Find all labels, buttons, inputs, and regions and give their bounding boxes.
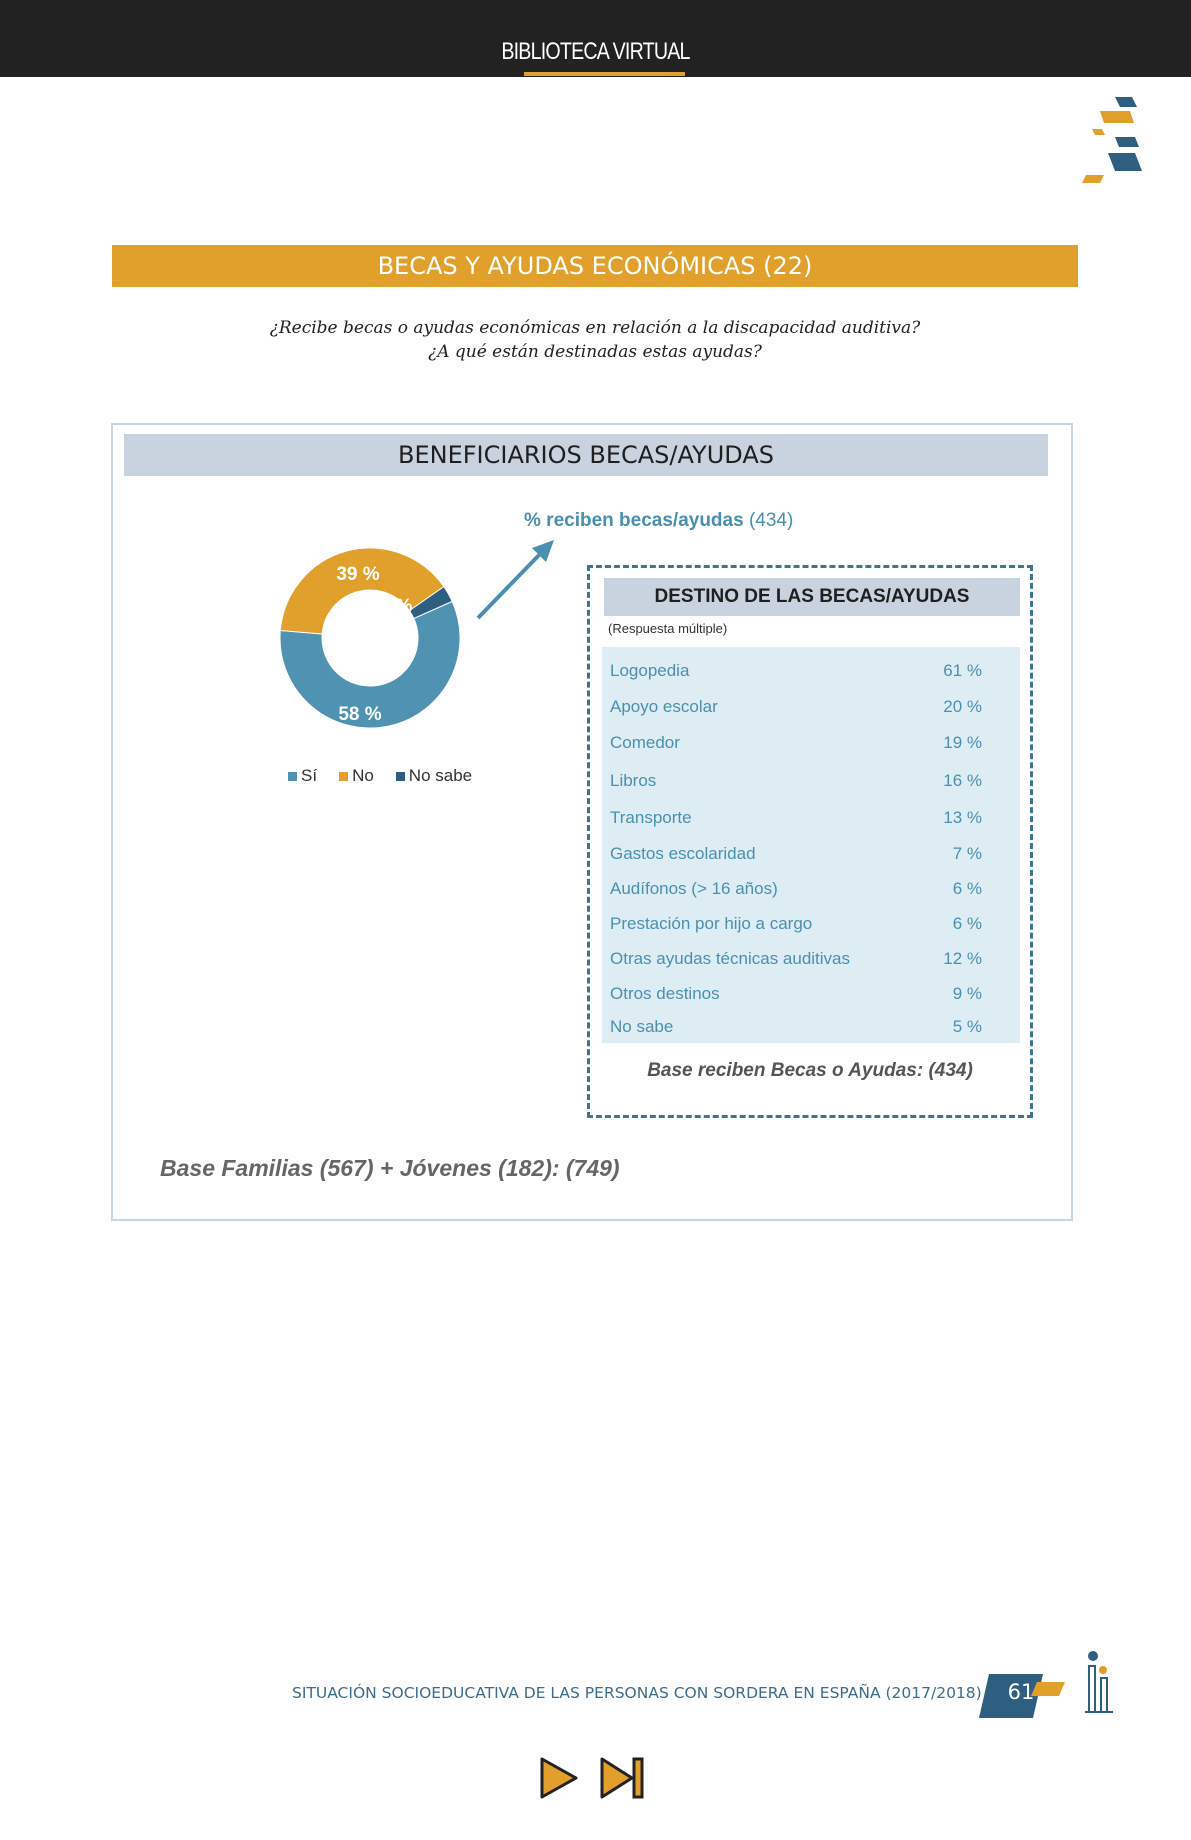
- row-label: Prestación por hijo a cargo: [610, 914, 813, 933]
- legend-label: No: [352, 766, 374, 785]
- row-label: Transporte: [610, 808, 692, 827]
- chart-legend: [288, 766, 472, 786]
- panel-base-text: Base Familias (567) + Jóvenes (182): (749): [160, 1155, 620, 1181]
- pie-label-s-: 58 %: [338, 704, 382, 725]
- receive-label-text: % reciben becas/ayudas: [524, 510, 744, 531]
- table-row: [602, 875, 1020, 905]
- skip-to-end-icon[interactable]: [598, 1755, 646, 1801]
- row-label: Audífonos (> 16 años): [610, 879, 778, 898]
- row-value: 6 %: [952, 879, 982, 898]
- arrow-icon: [470, 530, 570, 630]
- row-value: 19 %: [943, 733, 982, 752]
- table-row: [602, 693, 1020, 723]
- row-value: 5 %: [952, 1017, 982, 1036]
- legend-swatch: [396, 772, 405, 781]
- table-row: [602, 657, 1020, 687]
- row-label: Libros: [610, 771, 657, 790]
- question-line-1: ¿Recibe becas o ayudas económicas en relación a la discapacidad auditiva?: [269, 318, 921, 338]
- row-value: 61 %: [943, 661, 982, 680]
- library-title: BIBLIOTECA VIRTUAL: [501, 38, 690, 65]
- legend-label: No sabe: [408, 766, 473, 785]
- destino-table: [602, 647, 1020, 1043]
- row-label: Gastos escolaridad: [610, 844, 756, 863]
- legend-swatch: [339, 772, 348, 781]
- row-label: Otros destinos: [610, 984, 720, 1003]
- receive-count: (434): [748, 510, 794, 531]
- row-value: 6 %: [952, 914, 982, 933]
- legend-item: [396, 766, 472, 786]
- row-label: Otras ayudas técnicas auditivas: [610, 949, 851, 968]
- panel-title: BENEFICIARIOS BECAS/AYUDAS: [124, 434, 1048, 476]
- title-underline: [524, 72, 685, 76]
- table-row: [602, 910, 1020, 940]
- destino-base: Base reciben Becas o Ayudas: (434): [647, 1060, 973, 1081]
- row-value: 9 %: [952, 984, 982, 1003]
- table-row: [602, 980, 1020, 1010]
- row-label: No sabe: [610, 1017, 674, 1036]
- legend-swatch: [288, 772, 297, 781]
- legend-item: [339, 766, 374, 786]
- row-value: 12 %: [943, 949, 982, 968]
- person-icon: [1083, 1650, 1115, 1714]
- question-line-2: ¿A qué están destinadas estas ayudas?: [428, 342, 762, 362]
- legend-item: [288, 766, 317, 786]
- pie-label-no: 39 %: [336, 564, 380, 585]
- row-label: Comedor: [610, 733, 680, 752]
- row-label: Logopedia: [610, 661, 690, 680]
- section-banner: BECAS Y AYUDAS ECONÓMICAS (22): [112, 245, 1078, 287]
- footer-text: SITUACIÓN SOCIOEDUCATIVA DE LAS PERSONAS CON SORDERA EN ESPAÑA (2017/2018): [292, 1684, 982, 1702]
- row-label: Apoyo escolar: [610, 697, 718, 716]
- table-row: [602, 945, 1020, 975]
- row-value: 13 %: [943, 808, 982, 827]
- row-value: 7 %: [952, 844, 982, 863]
- legend-label: Sí: [301, 766, 318, 785]
- table-row: [602, 1013, 1020, 1043]
- destino-note: (Respuesta múltiple): [608, 621, 728, 636]
- table-row: [602, 729, 1020, 759]
- stacked-bars-logo-icon: [1080, 95, 1170, 195]
- table-row: [602, 804, 1020, 834]
- table-row: [602, 840, 1020, 870]
- table-row: [602, 767, 1020, 797]
- destino-title: DESTINO DE LAS BECAS/AYUDAS: [604, 578, 1020, 616]
- page-number: 61: [1007, 1680, 1035, 1704]
- row-value: 20 %: [943, 697, 982, 716]
- play-icon[interactable]: [538, 1755, 580, 1801]
- row-value: 16 %: [943, 771, 982, 790]
- pie-label-no-sabe: 3 %: [379, 596, 413, 617]
